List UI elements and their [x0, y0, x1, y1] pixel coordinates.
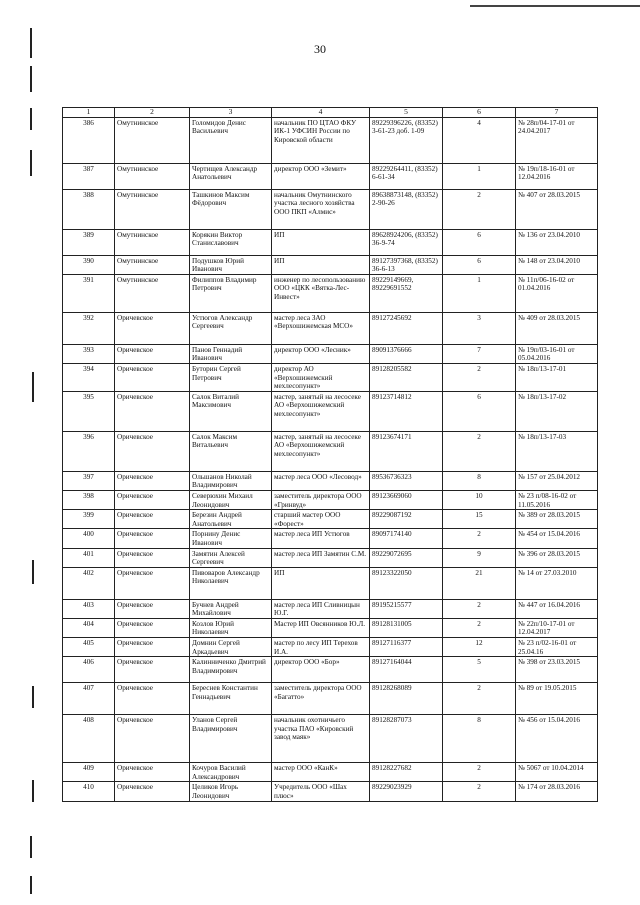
position-cell: начальник ПО ЦТАО ФКУ ИК-1 УФСИН России по Кировской области: [272, 117, 370, 163]
phone-cell: 89229396226, (83352) 3-61-23 доб. 1-09: [370, 117, 443, 163]
count-cell: 2: [443, 618, 516, 637]
district-cell: Оричевское: [115, 510, 190, 529]
table-row: [63, 189, 598, 229]
row-number-cell: 389: [63, 229, 115, 255]
full-name-cell: Чертищев Александр Анатольевич: [190, 163, 272, 189]
position-cell: старший мастер ООО «Форест»: [272, 510, 370, 529]
full-name-cell: Подушков Юрий Иванович: [190, 255, 272, 274]
district-cell: Оричевское: [115, 782, 190, 801]
district-cell: Оричевское: [115, 312, 190, 344]
phone-cell: 89536736323: [370, 471, 443, 490]
full-name-cell: Панов Геннадий Иванович: [190, 344, 272, 363]
phone-cell: 89123674171: [370, 431, 443, 471]
position-cell: Мастер ИП Овсянников Ю.Л.: [272, 618, 370, 637]
phone-cell: 89127116377: [370, 638, 443, 657]
position-cell: директор АО «Верхошижемский мехлесопункт»: [272, 363, 370, 391]
position-cell: начальник охотничьего участка ПАО «Кировский завод маяк»: [272, 715, 370, 763]
binding-mark: [30, 876, 32, 894]
row-number-cell: 406: [63, 657, 115, 683]
full-name-cell: Филиппов Владимир Петрович: [190, 274, 272, 312]
row-number-cell: 398: [63, 490, 115, 509]
full-name-cell: Целиков Игорь Леонидович: [190, 782, 272, 801]
count-cell: 6: [443, 229, 516, 255]
row-number-cell: 395: [63, 391, 115, 431]
binding-mark: [32, 686, 34, 708]
position-cell: Учредитель ООО «Шах плюс»: [272, 782, 370, 801]
full-name-cell: Козлов Юрий Николаевич: [190, 618, 272, 637]
full-name-cell: Кочуров Василий Александрович: [190, 763, 272, 782]
row-number-cell: 393: [63, 344, 115, 363]
count-cell: 2: [443, 363, 516, 391]
district-cell: Оричевское: [115, 529, 190, 548]
count-cell: 1: [443, 163, 516, 189]
phone-cell: 89128268089: [370, 683, 443, 715]
table-row: [63, 229, 598, 255]
column-header: 6: [443, 108, 516, 118]
position-cell: мастер, занятый на лесосеке АО «Верхошижемский мехлесопункт»: [272, 391, 370, 431]
full-name-cell: Береснев Константин Геннадьевич: [190, 683, 272, 715]
phone-cell: 89628924206, (83352) 36-9-74: [370, 229, 443, 255]
table-row: [63, 599, 598, 618]
column-header: 4: [272, 108, 370, 118]
row-number-cell: 401: [63, 548, 115, 567]
table-row: [63, 391, 598, 431]
position-cell: директор ООО «Бор»: [272, 657, 370, 683]
row-number-cell: 400: [63, 529, 115, 548]
full-name-cell: Бучнев Андрей Михайлович: [190, 599, 272, 618]
row-number-cell: 407: [63, 683, 115, 715]
row-number-cell: 394: [63, 363, 115, 391]
phone-cell: 89229023929: [370, 782, 443, 801]
table-row: [63, 782, 598, 801]
document-cell: № 396 от 28.03.2015: [516, 548, 598, 567]
table-row: [63, 683, 598, 715]
row-number-cell: 403: [63, 599, 115, 618]
full-name-cell: Буторин Сергей Петрович: [190, 363, 272, 391]
count-cell: 6: [443, 255, 516, 274]
table-row: [63, 117, 598, 163]
position-cell: ИП: [272, 229, 370, 255]
table-row: [63, 567, 598, 599]
count-cell: 2: [443, 431, 516, 471]
row-number-cell: 399: [63, 510, 115, 529]
count-cell: 9: [443, 548, 516, 567]
count-cell: 3: [443, 312, 516, 344]
count-cell: 5: [443, 657, 516, 683]
document-cell: № 407 от 28.03.2015: [516, 189, 598, 229]
full-name-cell: Березин Андрей Анатольевич: [190, 510, 272, 529]
full-name-cell: Салок Виталий Максимович: [190, 391, 272, 431]
position-cell: мастер ООО «КанК»: [272, 763, 370, 782]
table-row: [63, 274, 598, 312]
full-name-cell: Уланов Сергей Владимирович: [190, 715, 272, 763]
full-name-cell: Ольшанов Николай Владимирович: [190, 471, 272, 490]
table-row: [63, 255, 598, 274]
position-cell: директор ООО «Лесник»: [272, 344, 370, 363]
table-row: [63, 510, 598, 529]
phone-cell: 89091376666: [370, 344, 443, 363]
table-row: [63, 344, 598, 363]
document-cell: № 28п/04-17-01 от 24.04.2017: [516, 117, 598, 163]
full-name-cell: Ташкинов Максим Фёдорович: [190, 189, 272, 229]
document-cell: № 5067 от 10.04.2014: [516, 763, 598, 782]
document-cell: № 454 от 15.04.2016: [516, 529, 598, 548]
district-cell: Оричевское: [115, 490, 190, 509]
district-cell: Оричевское: [115, 638, 190, 657]
document-cell: № 398 от 23.03.2015: [516, 657, 598, 683]
table-row: [63, 715, 598, 763]
table-row: [63, 312, 598, 344]
phone-cell: 89123669060: [370, 490, 443, 509]
table-row: [63, 363, 598, 391]
district-cell: Оричевское: [115, 344, 190, 363]
binding-mark: [32, 780, 34, 802]
phone-cell: 89229072695: [370, 548, 443, 567]
row-number-cell: 397: [63, 471, 115, 490]
phone-cell: 89123322050: [370, 567, 443, 599]
row-number-cell: 387: [63, 163, 115, 189]
table-row: [63, 763, 598, 782]
binding-mark: [30, 66, 32, 92]
district-cell: Оричевское: [115, 567, 190, 599]
district-cell: Оричевское: [115, 391, 190, 431]
position-cell: заместитель директора ООО «Гринвуд»: [272, 490, 370, 509]
district-cell: Оричевское: [115, 763, 190, 782]
phone-cell: 89128205582: [370, 363, 443, 391]
document-cell: № 19п/03-16-01 от 05.04.2016: [516, 344, 598, 363]
binding-mark: [30, 836, 32, 858]
district-cell: Оричевское: [115, 471, 190, 490]
district-cell: Омутнинское: [115, 255, 190, 274]
binding-mark: [30, 108, 32, 130]
position-cell: инженер по лесопользованию ООО «ЦКК «Вятка-Лес-Инвест»: [272, 274, 370, 312]
district-cell: Оричевское: [115, 599, 190, 618]
row-number-cell: 386: [63, 117, 115, 163]
district-cell: Оричевское: [115, 431, 190, 471]
table-row: [63, 618, 598, 637]
full-name-cell: Корякин Виктор Станиславович: [190, 229, 272, 255]
column-header: 5: [370, 108, 443, 118]
position-cell: мастер, занятый на лесосеке АО «Верхошижемский мехлесопункт»: [272, 431, 370, 471]
row-number-cell: 402: [63, 567, 115, 599]
count-cell: 15: [443, 510, 516, 529]
column-header: 2: [115, 108, 190, 118]
registry-table: [62, 107, 598, 802]
position-cell: директор ООО «Земит»: [272, 163, 370, 189]
count-cell: 2: [443, 683, 516, 715]
row-number-cell: 408: [63, 715, 115, 763]
document-cell: № 157 от 25.04.2012: [516, 471, 598, 490]
phone-cell: 89195215577: [370, 599, 443, 618]
phone-cell: 89097174140: [370, 529, 443, 548]
district-cell: Оричевское: [115, 548, 190, 567]
count-cell: 2: [443, 529, 516, 548]
table-row: [63, 657, 598, 683]
position-cell: мастер по лесу ИП Терехов И.А.: [272, 638, 370, 657]
full-name-cell: Салок Максим Витальевич: [190, 431, 272, 471]
table-row: [63, 163, 598, 189]
count-cell: 4: [443, 117, 516, 163]
phone-cell: 89128227682: [370, 763, 443, 782]
count-cell: 8: [443, 471, 516, 490]
count-cell: 6: [443, 391, 516, 431]
position-cell: мастер леса ИП Сливницын Ю.Г.: [272, 599, 370, 618]
document-cell: № 389 от 28.03.2015: [516, 510, 598, 529]
column-header: 7: [516, 108, 598, 118]
document-cell: № 148 от 23.04.2010: [516, 255, 598, 274]
row-number-cell: 410: [63, 782, 115, 801]
table-row: [63, 471, 598, 490]
position-cell: мастер леса ИП Замятин С.М.: [272, 548, 370, 567]
row-number-cell: 391: [63, 274, 115, 312]
full-name-cell: Замятин Алексей Сергеевич: [190, 548, 272, 567]
district-cell: Омутнинское: [115, 117, 190, 163]
row-number-cell: 405: [63, 638, 115, 657]
position-cell: ИП: [272, 255, 370, 274]
full-name-cell: Пивоваров Александр Николаевич: [190, 567, 272, 599]
table-row: [63, 529, 598, 548]
full-name-cell: Калинниченко Дмитрий Владимирович: [190, 657, 272, 683]
position-cell: мастер леса ООО «Лесовод»: [272, 471, 370, 490]
table-row: [63, 431, 598, 471]
count-cell: 8: [443, 715, 516, 763]
document-cell: № 136 от 23.04.2010: [516, 229, 598, 255]
document-cell: № 11п/06-16-02 от 01.04.2016: [516, 274, 598, 312]
table-row: [63, 490, 598, 509]
row-number-cell: 404: [63, 618, 115, 637]
phone-cell: 89229149669, 89229691552: [370, 274, 443, 312]
row-number-cell: 390: [63, 255, 115, 274]
document-cell: № 23 п/08-16-02 от 11.05.2016: [516, 490, 598, 509]
count-cell: 2: [443, 189, 516, 229]
binding-mark: [30, 150, 32, 176]
document-cell: № 89 от 19.05.2015: [516, 683, 598, 715]
document-cell: № 22п/10-17-01 от 12.04.2017: [516, 618, 598, 637]
position-cell: ИП: [272, 567, 370, 599]
phone-cell: 89127164044: [370, 657, 443, 683]
document-cell: № 409 от 28.03.2015: [516, 312, 598, 344]
position-cell: начальник Омутнинского участка лесного хозяйства ООО ПКП «Алмис»: [272, 189, 370, 229]
position-cell: заместитель директора ООО «Багатто»: [272, 683, 370, 715]
binding-mark: [32, 372, 34, 402]
column-header: 3: [190, 108, 272, 118]
count-cell: 10: [443, 490, 516, 509]
count-cell: 2: [443, 782, 516, 801]
document-cell: № 18п/13-17-03: [516, 431, 598, 471]
row-number-cell: 388: [63, 189, 115, 229]
document-cell: № 456 от 15.04.2016: [516, 715, 598, 763]
document-cell: № 174 от 28.03.2016: [516, 782, 598, 801]
document-cell: № 18п/13-17-01: [516, 363, 598, 391]
full-name-cell: Порнину Денис Иванович: [190, 529, 272, 548]
district-cell: Омутнинское: [115, 189, 190, 229]
header-row: [63, 108, 598, 118]
document-cell: № 447 от 16.04.2016: [516, 599, 598, 618]
phone-cell: 89123714812: [370, 391, 443, 431]
column-header: 1: [63, 108, 115, 118]
document-cell: № 18п/13-17-02: [516, 391, 598, 431]
binding-mark: [32, 560, 34, 584]
count-cell: 1: [443, 274, 516, 312]
district-cell: Оричевское: [115, 363, 190, 391]
page-number: 30: [314, 42, 326, 56]
full-name-cell: Голомидов Денис Васильевич: [190, 117, 272, 163]
row-number-cell: 409: [63, 763, 115, 782]
full-name-cell: Домнин Сергей Аркадьевич: [190, 638, 272, 657]
phone-cell: 89229087192: [370, 510, 443, 529]
district-cell: Оричевское: [115, 683, 190, 715]
count-cell: 2: [443, 599, 516, 618]
count-cell: 12: [443, 638, 516, 657]
phone-cell: 89638873148, (83352) 2-90-26: [370, 189, 443, 229]
count-cell: 21: [443, 567, 516, 599]
table-row: [63, 548, 598, 567]
table-row: [63, 638, 598, 657]
phone-cell: 89128131005: [370, 618, 443, 637]
full-name-cell: Устюгов Александр Сергеевич: [190, 312, 272, 344]
district-cell: Оричевское: [115, 618, 190, 637]
document-cell: № 23 п/02-16-01 от 25.04.16: [516, 638, 598, 657]
phone-cell: 89128287073: [370, 715, 443, 763]
document-cell: № 19п/18-16-01 от 12.04.2016: [516, 163, 598, 189]
district-cell: Омутнинское: [115, 274, 190, 312]
district-cell: Омутнинское: [115, 163, 190, 189]
district-cell: Омутнинское: [115, 229, 190, 255]
position-cell: мастер леса ЗАО «Верхошижемская МСО»: [272, 312, 370, 344]
position-cell: мастер леса ИП Устюгов: [272, 529, 370, 548]
district-cell: Оричевское: [115, 715, 190, 763]
row-number-cell: 396: [63, 431, 115, 471]
row-number-cell: 392: [63, 312, 115, 344]
phone-cell: 89127245692: [370, 312, 443, 344]
district-cell: Оричевское: [115, 657, 190, 683]
count-cell: 2: [443, 763, 516, 782]
count-cell: 7: [443, 344, 516, 363]
document-cell: № 14 от 27.03.2010: [516, 567, 598, 599]
phone-cell: 89127397368, (83352) 36-6-13: [370, 255, 443, 274]
phone-cell: 89229264411, (83352) 6-61-34: [370, 163, 443, 189]
full-name-cell: Северюхин Михаил Леонидович: [190, 490, 272, 509]
top-scan-rule: [470, 5, 640, 7]
